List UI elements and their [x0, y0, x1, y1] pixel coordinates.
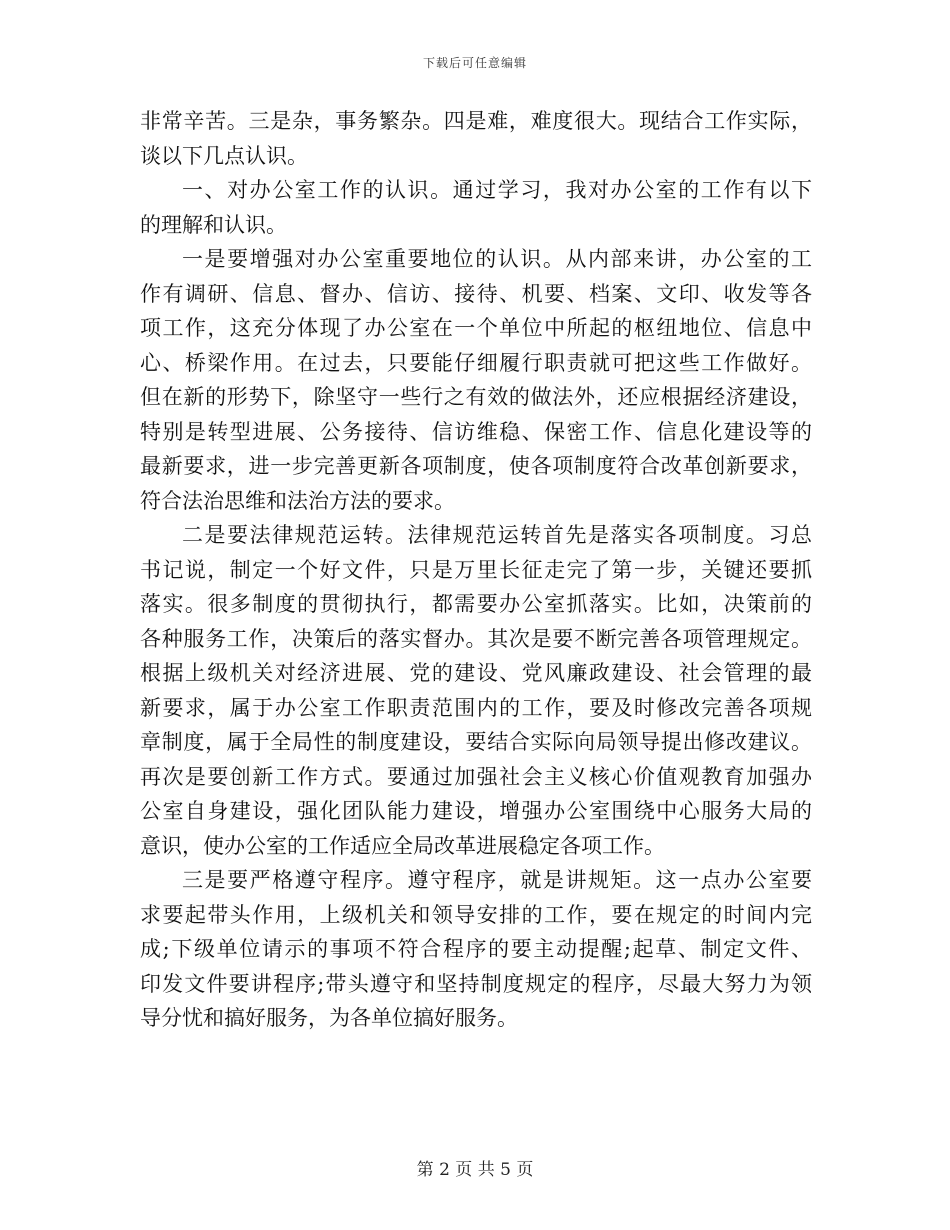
- text-line: 章制度，属于全局性的制度建设，要结合实际向局领导提出修改建议。: [140, 730, 812, 754]
- text-line: 符合法治思维和法治方法的要求。: [140, 488, 455, 513]
- text-line: 三是要严格遵守程序。遵守程序，就是讲规矩。这一点办公室要: [182, 868, 812, 892]
- paragraph: [140, 518, 812, 863]
- text-line: 根据上级机关对经济进展、党的建设、党风廉政建设、社会管理的最: [140, 661, 812, 685]
- page-header: [0, 54, 950, 71]
- text-line: 特别是转型进展、公务接待、信访维稳、保密工作、信息化建设等的: [140, 419, 812, 444]
- text-line: 一是要增强对办公室重要地位的认识。从内部来讲，办公室的工: [182, 247, 812, 271]
- text-line: 项工作，这充分体现了办公室在一个单位中所起的枢纽地位、信息中: [140, 316, 812, 340]
- paragraph: [140, 863, 812, 1036]
- text-line: 导分忧和搞好服务，为各单位搞好服务。: [140, 1006, 518, 1030]
- text-line: 成;下级单位请示的事项不符合程序的要主动提醒;起草、制定文件、: [140, 937, 812, 961]
- text-line: 意识，使办公室的工作适应全局改革进展稳定各项工作。: [140, 833, 665, 858]
- paragraph: [140, 104, 812, 173]
- text-line: 落实。很多制度的贯彻执行，都需要办公室抓落实。比如，决策前的: [140, 592, 812, 616]
- text-line: 非常辛苦。三是杂，事务繁杂。四是难，难度很大。现结合工作实际，: [140, 109, 812, 133]
- page-number: 第 2 页 共 5 页: [416, 1160, 534, 1180]
- text-line: 谈以下几点认识。: [140, 143, 308, 168]
- text-line: 心、桥梁作用。在过去，只要能仔细履行职责就可把这些工作做好。: [140, 350, 812, 375]
- page-footer: [0, 1155, 950, 1180]
- text-line: 最新要求，进一步完善更新各项制度，使各项制度符合改革创新要求，: [140, 454, 812, 478]
- text-line: 作有调研、信息、督办、信访、接待、机要、档案、文印、收发等各: [140, 281, 812, 306]
- text-line: 书记说，制定一个好文件，只是万里长征走完了第一步，关键还要抓: [140, 557, 812, 582]
- text-line: 但在新的形势下，除坚守一些行之有效的做法外，还应根据经济建设，: [140, 385, 812, 409]
- paragraph: [140, 242, 812, 518]
- text-line: 公室自身建设，强化团队能力建设，增强办公室围绕中心服务大局的: [140, 799, 812, 823]
- text-line: 一、对办公室工作的认识。通过学习，我对办公室的工作有以下: [182, 178, 812, 202]
- text-line: 印发文件要讲程序;带头遵守和坚持制度规定的程序，尽最大努力为领: [140, 971, 812, 996]
- document-body: [140, 104, 812, 1036]
- text-line: 求要起带头作用，上级机关和领导安排的工作，要在规定的时间内完: [140, 902, 812, 927]
- header-note: 下载后可任意编辑: [422, 56, 527, 70]
- paragraph: [140, 173, 812, 242]
- text-line: 再次是要创新工作方式。要通过加强社会主义核心价值观教育加强办: [140, 764, 812, 789]
- text-line: 新要求，属于办公室工作职责范围内的工作，要及时修改完善各项规: [140, 695, 812, 720]
- text-line: 二是要法律规范运转。法律规范运转首先是落实各项制度。习总: [182, 523, 812, 547]
- text-line: 各种服务工作，决策后的落实督办。其次是要不断完善各项管理规定。: [140, 626, 812, 651]
- text-line: 的理解和认识。: [140, 212, 287, 237]
